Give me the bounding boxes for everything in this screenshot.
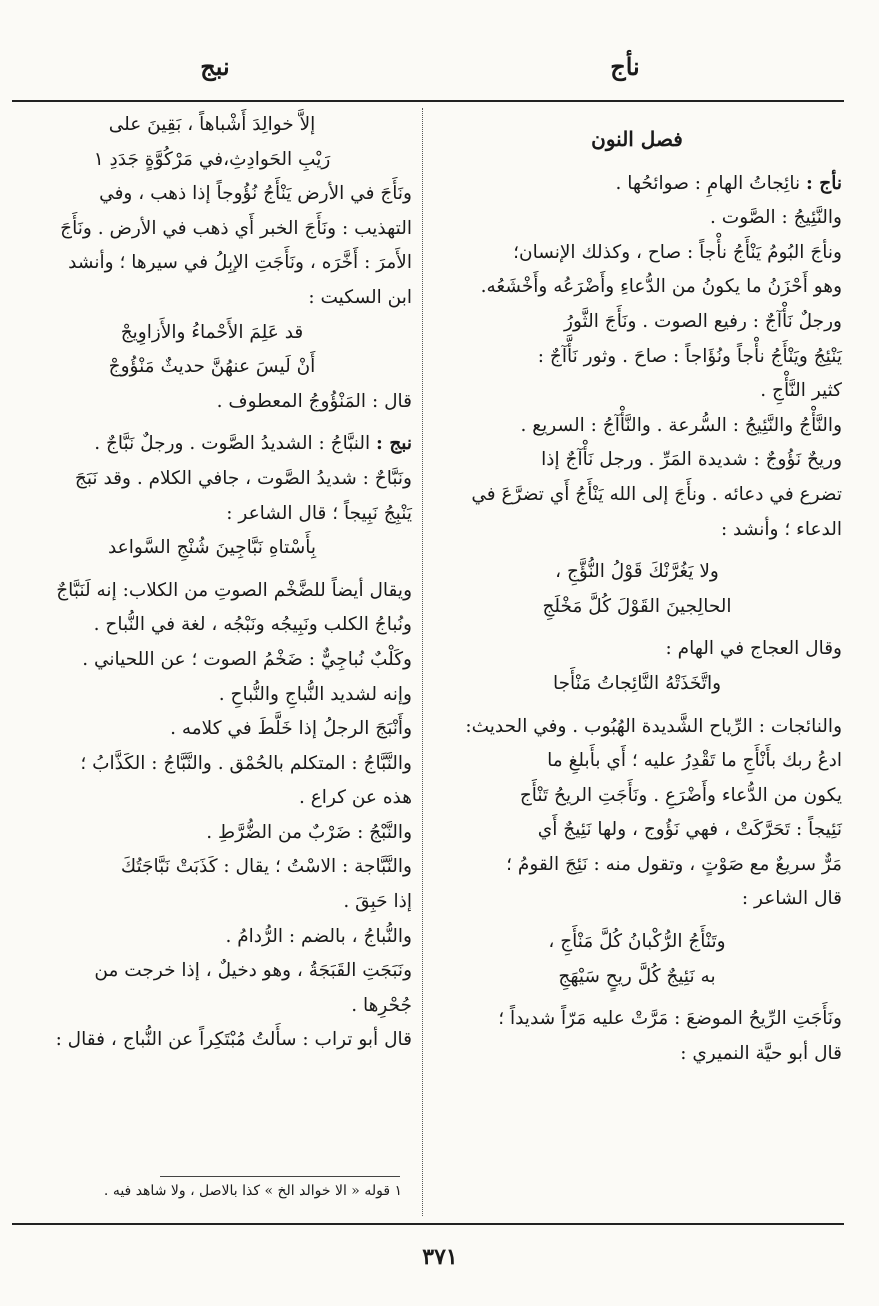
entry-line: والنَّبْجُ : ضَرْبٌ من الضُّرَّطِ . bbox=[206, 821, 412, 843]
verse-line: واتَّخَذَتْهُ النَّائِجاتُ مَنْأَجا bbox=[552, 672, 722, 694]
headword: نبج : bbox=[376, 433, 412, 455]
entry-line: التهذيب : ونَأَجَ الخبر أَي ذهب في الأرض . ونَأَجَ bbox=[60, 217, 412, 239]
entry-line: إذا حَبِقَ . bbox=[343, 891, 412, 913]
entry-line: قال أبو حيَّة النميري : bbox=[680, 1042, 842, 1064]
entry-line: ونَبَّاحٌ : شديدُ الصَّوت ، جافي الكلام . وقد نَبَجَ bbox=[74, 467, 412, 489]
entry-line: ونَأَجَتِ الرِّيحُ الموضعَ : مَرَّتْ عليه مَرّاً شديداً ؛ bbox=[498, 1008, 842, 1030]
right-column bbox=[432, 108, 842, 1071]
verse-line: إلاَّ خوالِدَ أَشْباهاً ، بَقِينَ على bbox=[108, 114, 316, 135]
verse-line: الحالِجينَ القَوْلَ كُلَّ مَخْلَجِ bbox=[542, 595, 732, 617]
verse-line: بِأَسْتاهِ نَبَّاجِينَ شُنْجِ السَّواعد bbox=[107, 537, 317, 559]
verse-line: رَيْبِ الحَوادِثِ،في مَرْكُوَّةٍ جَدَدِ ١ bbox=[93, 148, 331, 170]
entry-line: والنَّأْجُ والنَّئِيجُ : السُّرعة . والنَّأْآجُ : السريع . bbox=[520, 414, 842, 436]
entry-line: والنائجات : الرِّياح الشَّديدة الهُبُوب . وفي الحديث: bbox=[465, 715, 842, 737]
running-header-right: نأج bbox=[610, 52, 640, 81]
entry-line: يكون من الدُّعاء وأَضْرَعِ . ونَأَجَتِ الريحُ تَنْأَج bbox=[519, 784, 842, 806]
entry-line: الأَمرَ : أَخَّرَه ، ونَأَجَتِ الإبِلُ في سيرها ؛ وأنشد bbox=[68, 252, 412, 274]
entry-line: ونأجَ البُومُ يَنْأَجُ نأْجاً : صاح ، وكذلك الإنسان؛ bbox=[513, 241, 842, 263]
footnote-rule bbox=[160, 1176, 400, 1177]
verse-line: ولا يَغُرَّنْكَ قَوْلُ النُّؤَّجِ ، bbox=[555, 561, 719, 583]
footnote: ١ قوله « الا خوالد الخ » كذا بالاصل ، ولا شاهد فيه . bbox=[103, 1183, 402, 1199]
entry-line: جُحْرِها . bbox=[351, 994, 412, 1016]
entry-line: يَنْئِجُ ويَنْأَجُ نأْجاً ونُؤَاجاً : صاحَ . وثور نَأَّآجٌ : bbox=[537, 345, 842, 367]
entry-line: والنُّباجُ ، بالضم : الرُّدامُ . bbox=[225, 925, 412, 947]
entry-line: قال الشاعر : bbox=[741, 888, 842, 910]
entry-line: ابن السكيت : bbox=[308, 286, 412, 308]
entry-line: الدعاء ؛ وأنشد : bbox=[720, 518, 842, 540]
entry-line: والنَّئِيجُ : الصَّوت . bbox=[710, 207, 842, 229]
entry-line: ويقال أيضاً للضَّخْم الصوتِ من الكلاب: إنه لَنَبَّاجٌ bbox=[56, 579, 412, 601]
entry-line: وريحٌ نَؤُوجٌ : شديدة المَرِّ . ورجل نَأْآجٌ إذا bbox=[541, 449, 842, 471]
entry-line: وكَلْبٌ نُباجِيٌّ : ضَخْمُ الصوت ؛ عن اللحياني . bbox=[82, 648, 412, 670]
entry-line: ونُباجُ الكلب ونَبِيجُه ونَبْجُه ، لغة في النُّباح . bbox=[93, 614, 412, 636]
entry-text: النبَّاجُ : الشديدُ الصَّوت . ورجلٌ نَبَّاجٌ . bbox=[94, 433, 371, 455]
entry-line: تضرع في دعائه . ونأَجَ إلى الله يَنْأَجُ أَي تضرَّعَ في bbox=[471, 483, 842, 505]
verse-line: قد عَلِمَ الأَحْماءُ والأَزاوِيجْ bbox=[120, 321, 304, 343]
entry-line: مَرٌّ سريعٌ مع صَوْتٍ ، وتقول منه : نَئِجَ القومُ ؛ bbox=[506, 853, 842, 875]
entry-line: ونَأَجَ في الأرض يَنْأَجُ نُؤُوجاً إذا ذهب ، وفي bbox=[99, 183, 412, 205]
entry-line: ادعُ ربك بأَنْأَجِ ما تَقْدِرُ عليه ؛ أَي بأَبلغِ ما bbox=[547, 750, 842, 772]
entry-line: قال : المَنْؤُوجُ المعطوف . bbox=[216, 390, 412, 412]
entry-line: نَئِيجاً : تَحَرَّكَتْ ، فهي نَؤُوج ، ولها نَئِيجٌ أَي bbox=[537, 819, 842, 841]
entry-line: وهو أَحْزَنُ ما يكونُ من الدُّعاءِ وأَضْرَعُه وأَخْشَعُه. bbox=[480, 276, 842, 298]
entry-line: ورجلٌ نَأْآجٌ : رفيع الصوت . ونَأَجَ الثَّورُ bbox=[564, 310, 842, 332]
left-column bbox=[12, 108, 412, 1058]
verse-line: أَنْ لَيسَ عنهُنَّ حديثٌ مَنْؤُوجْ bbox=[108, 356, 316, 378]
entry-line bbox=[432, 167, 842, 202]
entry-line: قال أبو تراب : سأَلتُ مُبْتَكِراً عن النُّباج ، فقال : bbox=[55, 1029, 412, 1051]
page-number: ٣٧١ bbox=[422, 1244, 458, 1270]
entry-text: نائِجاتُ الهامِ : صوائحُها . bbox=[615, 172, 801, 194]
entry-line: وإنه لشديد النُّباجِ والنُّباحِ . bbox=[218, 683, 412, 705]
entry-line: والنَّبَّاجُ : المتكلم بالحُمْق . والنَّبَّاجُ : الكَذَّابُ ؛ bbox=[80, 752, 412, 774]
section-heading: فصل النون bbox=[591, 127, 683, 151]
entry-line: ونَبَجَتِ القَبَجَةُ ، وهو دخيلٌ ، إذا خرجت من bbox=[94, 960, 412, 982]
footer-rule bbox=[12, 1223, 844, 1225]
header-rule bbox=[12, 100, 844, 102]
verse-line: به نَئِيجٌ كُلَّ ريحٍ سَيْهَجِ bbox=[558, 965, 716, 987]
entry-line: وأَنْبَجَ الرجلُ إذا خَلَّطَ في كلامه . bbox=[170, 718, 412, 740]
headword: نأج : bbox=[806, 172, 842, 194]
verse-line: وتَنْأَجُ الرُّكْبانُ كُلَّ مَنْأَجِ ، bbox=[548, 931, 726, 953]
entry-line: يَنْبِجُ نَبِيجاً ؛ قال الشاعر : bbox=[226, 502, 412, 524]
column-divider bbox=[422, 108, 423, 1216]
running-header-left: نبج bbox=[200, 52, 230, 81]
entry-line: كثير النَّأْجِ . bbox=[760, 380, 842, 402]
entry-line: هذه عن كراع . bbox=[299, 787, 412, 809]
entry-line bbox=[12, 427, 412, 462]
entry-line: والنَّبَّاجة : الاسْتُ ؛ يقال : كَذَبَتْ نَبَّاجَتُكَ bbox=[120, 856, 412, 878]
entry-line: وقال العجاج في الهام : bbox=[665, 638, 842, 660]
